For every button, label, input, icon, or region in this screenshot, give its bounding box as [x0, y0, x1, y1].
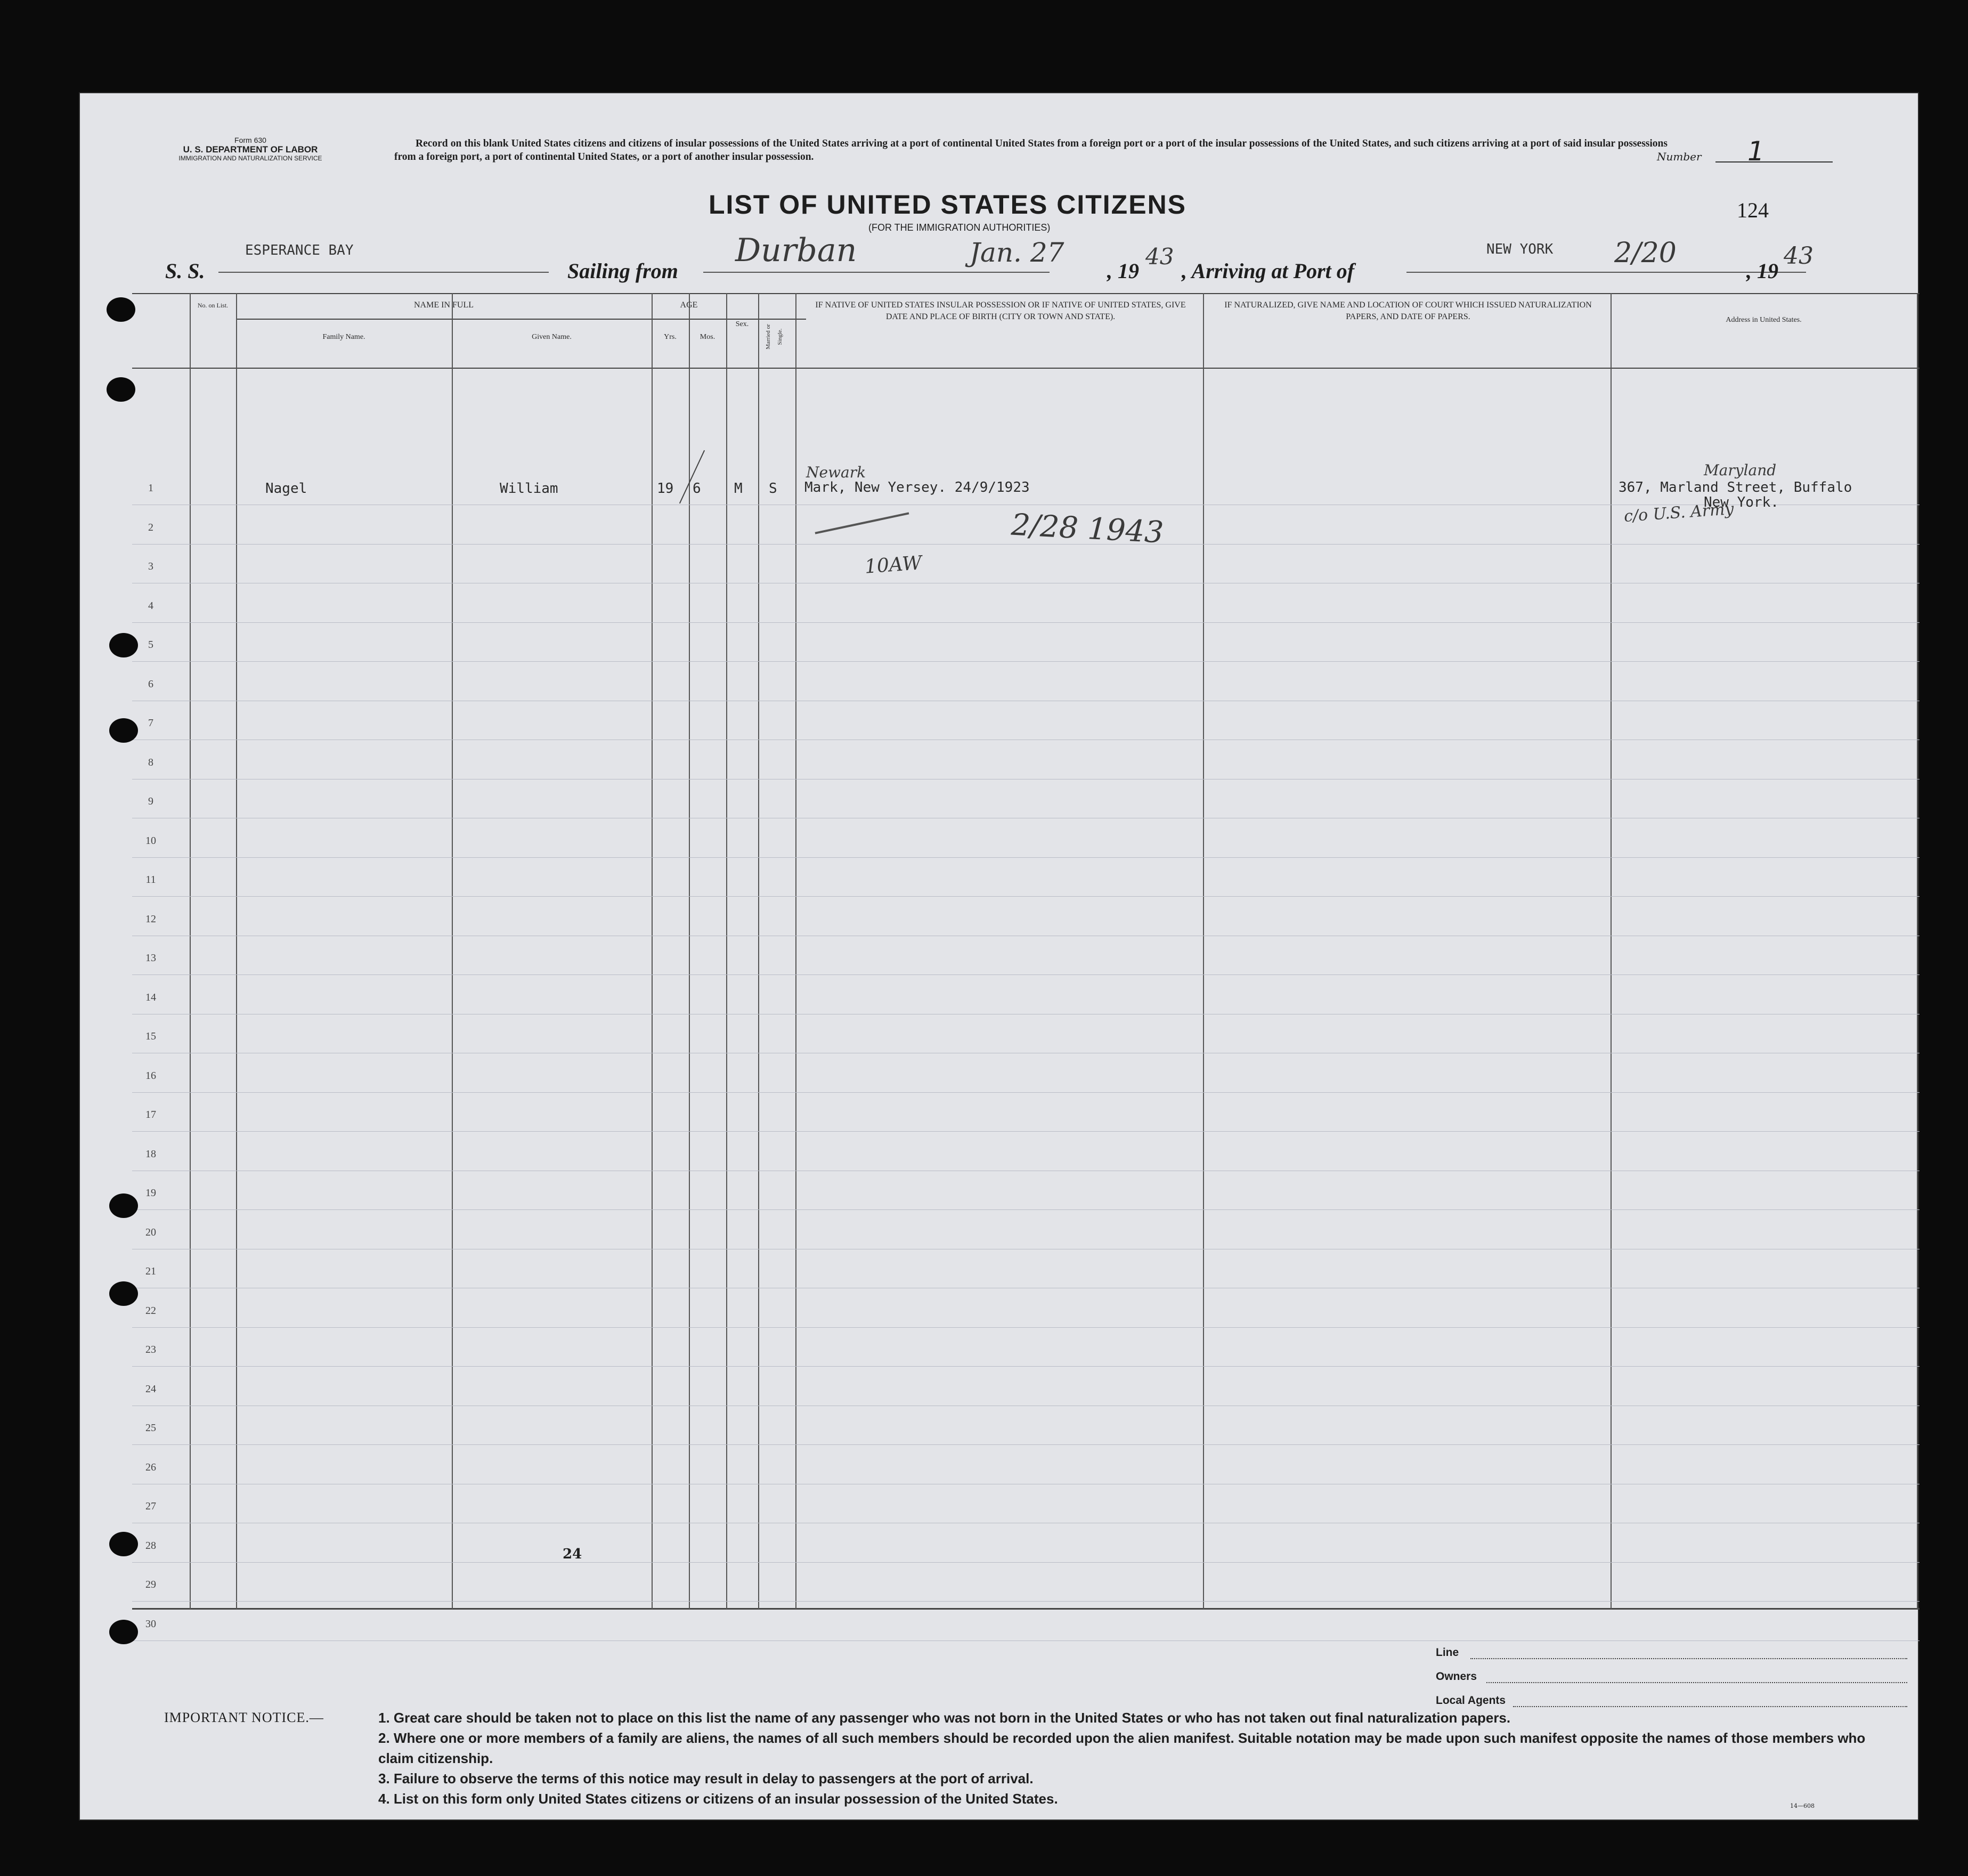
row-number: 18: [145, 1148, 156, 1160]
row-number: 6: [148, 678, 153, 690]
arriving-label: , Arriving at Port of: [1182, 259, 1355, 283]
line-field: [1470, 1658, 1907, 1659]
form-number: Form 630: [234, 136, 266, 144]
punch-hole: [107, 377, 135, 402]
number-value: 1: [1747, 136, 1764, 167]
row-line: [132, 974, 1920, 975]
header-bottom-rule: [132, 368, 1920, 369]
row-number: 17: [145, 1109, 156, 1120]
sailing-year-prefix: , 19: [1107, 259, 1139, 283]
row-number: 5: [148, 639, 153, 651]
row-number: 28: [145, 1539, 156, 1552]
form-code: 14—608: [1790, 1802, 1815, 1809]
header-sex: Sex.: [735, 320, 749, 328]
row-number: 12: [145, 913, 156, 925]
row-line: [132, 1366, 1920, 1367]
header-name-in-full: NAME IN FULL: [414, 301, 474, 310]
punch-hole: [109, 633, 138, 657]
row-number: 21: [145, 1265, 156, 1277]
header-given-name: Given Name.: [532, 333, 572, 341]
row-line: [132, 896, 1920, 897]
row-number: 22: [145, 1304, 156, 1317]
header-no-on-list: No. on List.: [197, 302, 229, 309]
arrival-date: 2/20: [1614, 237, 1677, 269]
row-line: [132, 1209, 1920, 1210]
row1-marital-status: S: [769, 481, 777, 497]
col-rule-right: [1917, 293, 1918, 1609]
number-label: Number: [1657, 150, 1702, 163]
address-correction: Maryland: [1704, 461, 1777, 479]
col-rule-no: [190, 293, 191, 1609]
row-number: 15: [145, 1030, 156, 1042]
page-number: 124: [1737, 198, 1769, 222]
row-number: 1: [148, 482, 153, 494]
owners-field: [1486, 1682, 1907, 1683]
stamp-initials: 10AW: [864, 552, 923, 578]
row-number: 23: [145, 1344, 156, 1355]
row-line: [132, 1601, 1920, 1602]
arriving-port: NEW YORK: [1486, 241, 1554, 257]
row-number: 13: [145, 952, 156, 964]
col-rule-yrs: [652, 293, 653, 1609]
col-rule-given: [452, 293, 453, 1609]
row-number: 26: [145, 1461, 156, 1473]
row-number: 10: [145, 834, 156, 847]
notice-item: 1. Great care should be taken not to place on this list the name of any passenger who was not born in the United States or who has not taken out final naturalization papers.: [378, 1710, 1511, 1726]
notice-item: 4. List on this form only United States citizens or citizens of an insular possession of the United States.: [378, 1791, 1058, 1807]
header-age: AGE: [680, 301, 698, 310]
table-top-rule: [132, 293, 1920, 294]
form-header: [133, 136, 368, 163]
passenger-table: [132, 293, 1920, 1630]
row-line: [132, 1327, 1920, 1328]
header-married-single: Married or Single.: [765, 324, 783, 350]
punch-hole: [109, 718, 138, 743]
check-stroke: [679, 450, 705, 504]
row1-sex: M: [734, 481, 743, 497]
punch-hole: [109, 1532, 138, 1556]
sailing-date: Jan. 27: [970, 237, 1064, 268]
row1-birth: Mark, New Yersey. 24/9/1923: [804, 480, 1030, 496]
notice-list: [378, 1708, 1891, 1809]
arrival-year-prefix: , 19: [1746, 259, 1778, 283]
col-rule-native: [795, 293, 796, 1609]
row-number: 20: [145, 1226, 156, 1238]
row-number: 4: [148, 599, 153, 612]
instructions-text: Record on this blank United States citizens and citizens of insular possessions of the United States arriving at a port of continental United States from a foreign port or a port of the insular possessions of the United States, and such citizens arriving at a port of said insular possessions from a foreign port, a port of continental United States, or a port of another insular possession.: [394, 138, 1668, 163]
punch-hole: [109, 1620, 138, 1644]
manifest-sheet: [80, 93, 1918, 1820]
page-subtitle: (FOR THE IMMIGRATION AUTHORITIES): [868, 222, 1051, 233]
row-number: 9: [148, 795, 153, 807]
row-number: 2: [148, 521, 153, 533]
punch-hole: [109, 1281, 138, 1306]
row-number: 8: [148, 756, 153, 768]
row-number: 19: [145, 1187, 156, 1199]
sailing-year: 43: [1145, 243, 1174, 270]
row1-given-name: William: [500, 481, 558, 497]
header-native-birth: IF NATIVE OF UNITED STATES INSULAR POSSESSION OR IF NATIVE OF UNITED STATES, GIVE DATE AND PLACE OF BIRTH (CITY OR TOWN AND STATE).: [815, 301, 1186, 321]
row28-mark: 24: [563, 1546, 582, 1562]
notice-item: 2. Where one or more members of a family are aliens, the names of all such members should be recorded upon the alien manifest. Suitable notation may be made upon such manifest opposite the names of those members who claim citizenship.: [378, 1730, 1866, 1766]
punch-hole: [109, 1193, 138, 1218]
row1-age-months: 6: [693, 481, 701, 497]
row-number: 29: [145, 1579, 156, 1590]
row-number: 11: [145, 874, 156, 886]
row-number: 25: [145, 1422, 156, 1434]
header-address: Address in United States.: [1726, 316, 1802, 324]
row1-family-name: Nagel: [265, 481, 307, 497]
number-underline: [1715, 161, 1833, 163]
table-bottom-rule: [132, 1608, 1920, 1610]
row-line: [132, 622, 1920, 623]
row-number: 24: [145, 1383, 156, 1395]
ship-underline: [218, 272, 549, 273]
punch-hole: [107, 297, 135, 322]
row-number: 14: [145, 991, 156, 1003]
sailing-from-port: Durban: [735, 232, 857, 269]
sailing-from-underline: [703, 272, 1050, 273]
col-rule-sex: [726, 293, 727, 1609]
col-rule-family: [236, 293, 237, 1609]
row-line: [132, 1444, 1920, 1445]
sailing-from-label: Sailing from: [567, 259, 678, 283]
col-rule-address: [1611, 293, 1612, 1609]
owners-label: Owners: [1436, 1670, 1477, 1683]
row-line: [132, 544, 1920, 545]
service-name: IMMIGRATION AND NATURALIZATION SERVICE: [178, 155, 322, 162]
department-name: U. S. DEPARTMENT OF LABOR: [183, 144, 318, 155]
col-rule-mos: [689, 293, 690, 1609]
row-number: 7: [148, 717, 153, 729]
local-agents-label: Local Agents: [1436, 1694, 1506, 1707]
col-rule-married: [758, 293, 759, 1609]
row-line: [132, 1092, 1920, 1093]
ship-name: ESPERANCE BAY: [245, 242, 354, 258]
name-subheader-rule: [236, 319, 806, 320]
line-label: Line: [1436, 1646, 1459, 1659]
row-number: 16: [145, 1069, 156, 1082]
stamp-date: 2/28 1943: [1010, 507, 1165, 550]
header-family-name: Family Name.: [322, 333, 365, 341]
row-line: [132, 857, 1920, 858]
row-number: 3: [148, 561, 153, 572]
row1-age-years: 19: [657, 481, 674, 497]
local-agents-field: [1513, 1706, 1907, 1707]
handwritten-signature-stroke: [815, 512, 909, 534]
row-line: [132, 1131, 1920, 1132]
row1-address-line1: 367, Marland Street, Buffalo: [1619, 480, 1852, 496]
address-note: c/o U.S. Army: [1623, 499, 1735, 526]
row-number: 30: [145, 1618, 156, 1630]
header-naturalized: IF NATURALIZED, GIVE NAME AND LOCATION OF COURT WHICH ISSUED NATURALIZATION PAPERS, AND DATE OF PAPERS.: [1224, 301, 1592, 321]
row1-address-line2: New York.: [1704, 494, 1779, 510]
row-number: 27: [145, 1500, 156, 1512]
header-age-months: Mos.: [700, 333, 715, 341]
notice-item: 3. Failure to observe the terms of this notice may result in delay to passengers at the port of arrival.: [378, 1771, 1034, 1786]
header-age-years: Yrs.: [664, 333, 677, 341]
notice-heading: IMPORTANT NOTICE.—: [164, 1710, 324, 1725]
row-line: [132, 1562, 1920, 1563]
page-title: LIST OF UNITED STATES CITIZENS: [709, 190, 1187, 220]
row-line: [132, 661, 1920, 662]
birth-correction: Newark: [806, 464, 866, 481]
arrival-year: 43: [1784, 242, 1814, 270]
ss-label: S. S.: [165, 259, 205, 283]
col-rule-naturalized: [1203, 293, 1204, 1609]
